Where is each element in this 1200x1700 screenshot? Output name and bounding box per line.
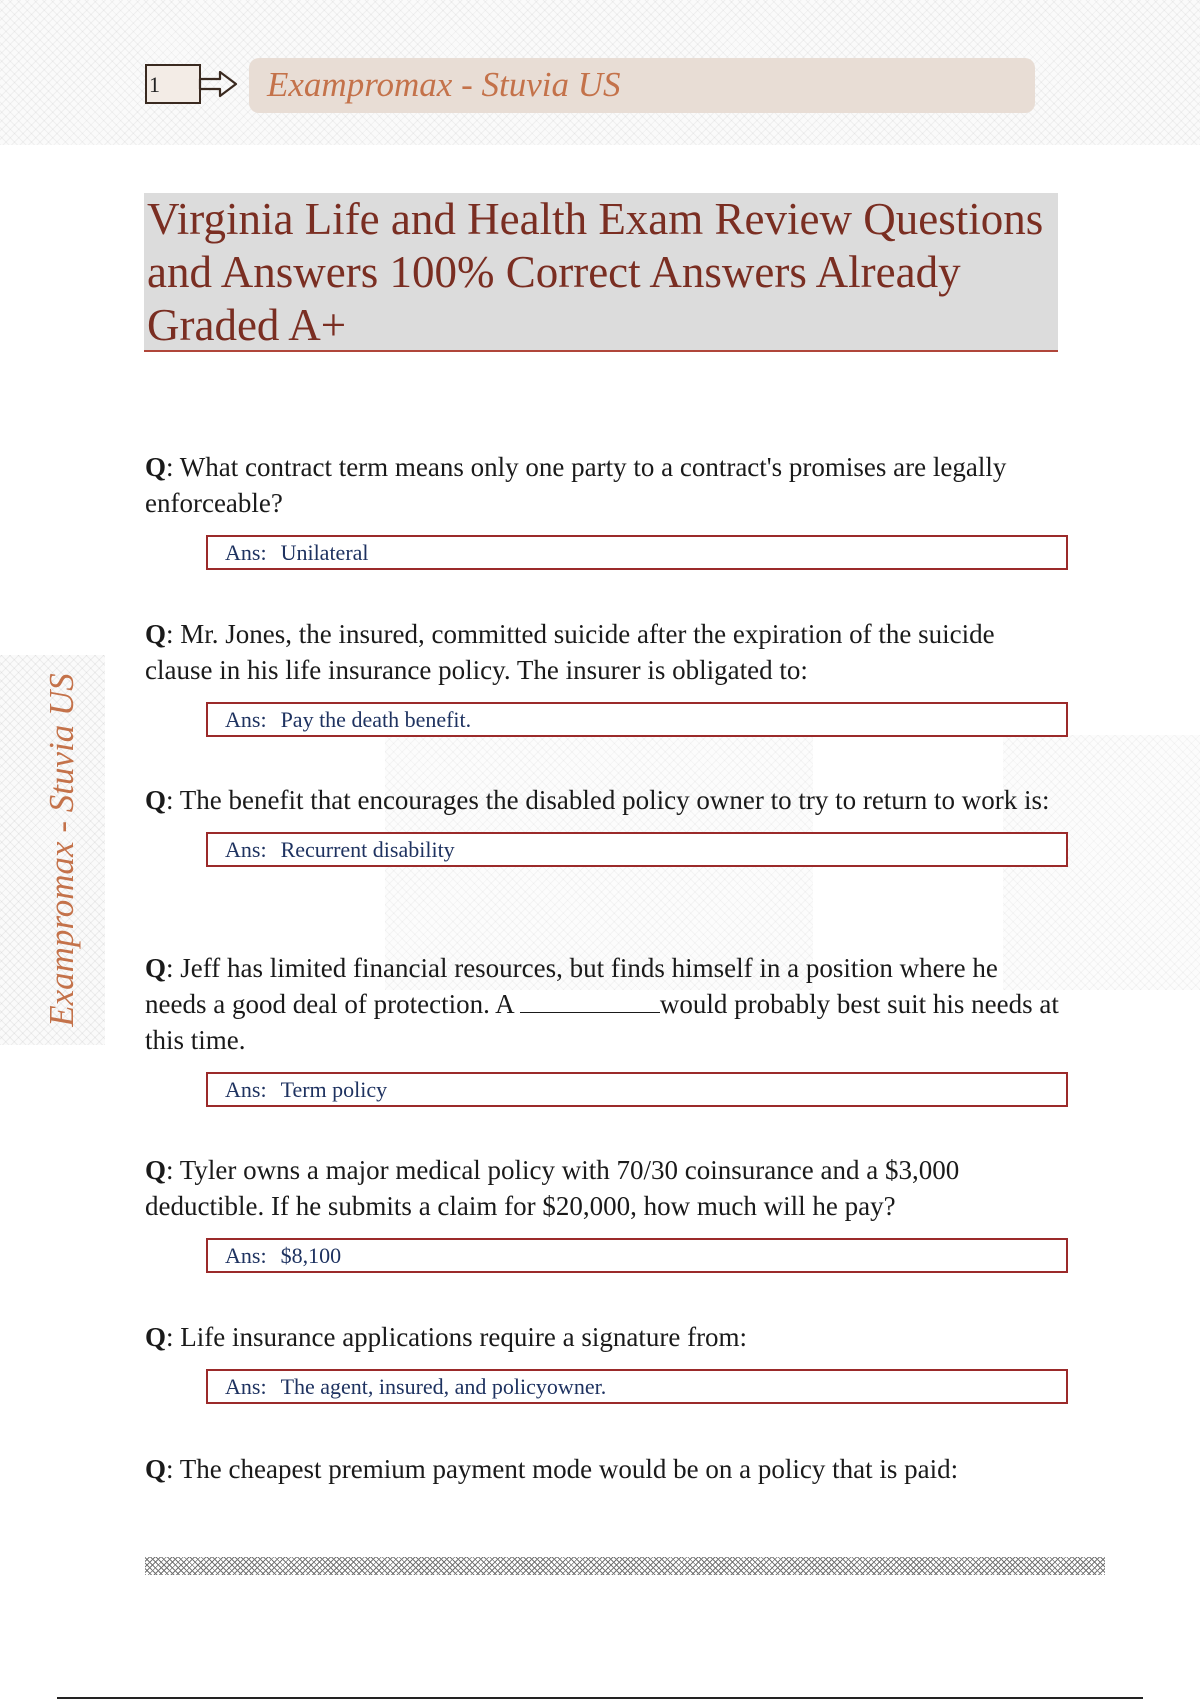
question-text: Q: Mr. Jones, the insured, committed suicide after the expiration of the suicide clause in his life insurance policy. The insurer is obligated to: [145,619,995,685]
answer-box [206,832,1068,867]
question-body-before: Jeff has limited financial resources, but finds himself in a position where he needs a good deal of protection. A [145,953,998,1019]
answer-label: Ans: [225,837,267,862]
page-number-box [145,64,201,104]
question-body: The cheapest premium payment mode would be on a policy that is paid: [173,1454,959,1484]
question-text: Q: Jeff has limited financial resources, but finds himself in a position where he needs a good deal of protection. A would probably best suit his needs at this time. [145,953,1059,1055]
answer-box [206,1072,1068,1107]
answer-value: Recurrent disability [280,837,455,862]
arrow-right-icon [198,70,238,98]
question-text: Q: Tyler owns a major medical policy with 70/30 coinsurance and a $3,000 deductible. If he submits a claim for $20,000, how much will he pay? [145,1155,960,1221]
q-mark: Q [145,452,167,482]
page-number: 1 [149,72,160,97]
qa-item-4 [145,950,1065,1107]
question-text: Q: Life insurance applications require a signature from: [145,1322,748,1352]
answer-label: Ans: [225,1243,267,1268]
question-body: The benefit that encourages the disabled policy owner to try to return to work is: [173,785,1050,815]
answer-label: Ans: [225,1374,267,1399]
question-text: Q: The benefit that encourages the disabled policy owner to try to return to work is: [145,785,1050,815]
answer-value: Pay the death benefit. [280,707,472,732]
document-title-box [144,193,1058,352]
question-body: Tyler owns a major medical policy with 70/30 coinsurance and a $3,000 deductible. If he submits a claim for $20,000, how much will he pay? [145,1155,960,1221]
answer-value: $8,100 [280,1243,342,1268]
qa-item-5 [145,1152,1065,1273]
qa-item-6 [145,1319,1065,1404]
qa-item-7 [145,1451,1065,1487]
q-mark: Q [145,619,167,649]
header-banner [249,58,1035,113]
answer-label: Ans: [225,540,267,565]
question-body: Mr. Jones, the insured, committed suicide after the expiration of the suicide clause in his life insurance policy. The insurer is obligated to: [145,619,995,685]
answer-value: Term policy [280,1077,388,1102]
fill-in-blank [520,1011,660,1013]
side-watermark-text: Exampromax - Stuvia US [42,673,81,1027]
q-mark: Q [145,1155,167,1185]
q-mark: Q [145,1322,167,1352]
question-body: What contract term means only one party to a contract's promises are legally enforceable? [145,452,1007,518]
answer-box [206,535,1068,570]
q-mark: Q [145,953,167,983]
answer-value: The agent, insured, and policyowner. [280,1374,607,1399]
answer-label: Ans: [225,1077,267,1102]
qa-item-2 [145,616,1065,737]
qa-item-3 [145,782,1065,867]
question-text: Q: The cheapest premium payment mode would be on a policy that is paid: [145,1454,959,1484]
question-body: Life insurance applications require a signature from: [173,1322,748,1352]
header-title: Exampromax - Stuvia US [267,65,621,104]
footer-hatch-bar [145,1557,1105,1575]
qa-item-1 [145,449,1065,570]
answer-box [206,702,1068,737]
answer-box [206,1369,1068,1404]
q-mark: Q [145,785,167,815]
question-text: Q: What contract term means only one party to a contract's promises are legally enforceable? [145,452,1007,518]
answer-label: Ans: [225,707,267,732]
footer-rule [57,1697,1143,1699]
answer-value: Unilateral [280,540,369,565]
q-mark: Q [145,1454,167,1484]
document-title: Virginia Life and Health Exam Review Questions and Answers 100% Correct Answers Already Graded A+ [147,194,1044,350]
answer-box [206,1238,1068,1273]
question-body-after: would probably best suit his needs at this time. [145,989,1059,1055]
